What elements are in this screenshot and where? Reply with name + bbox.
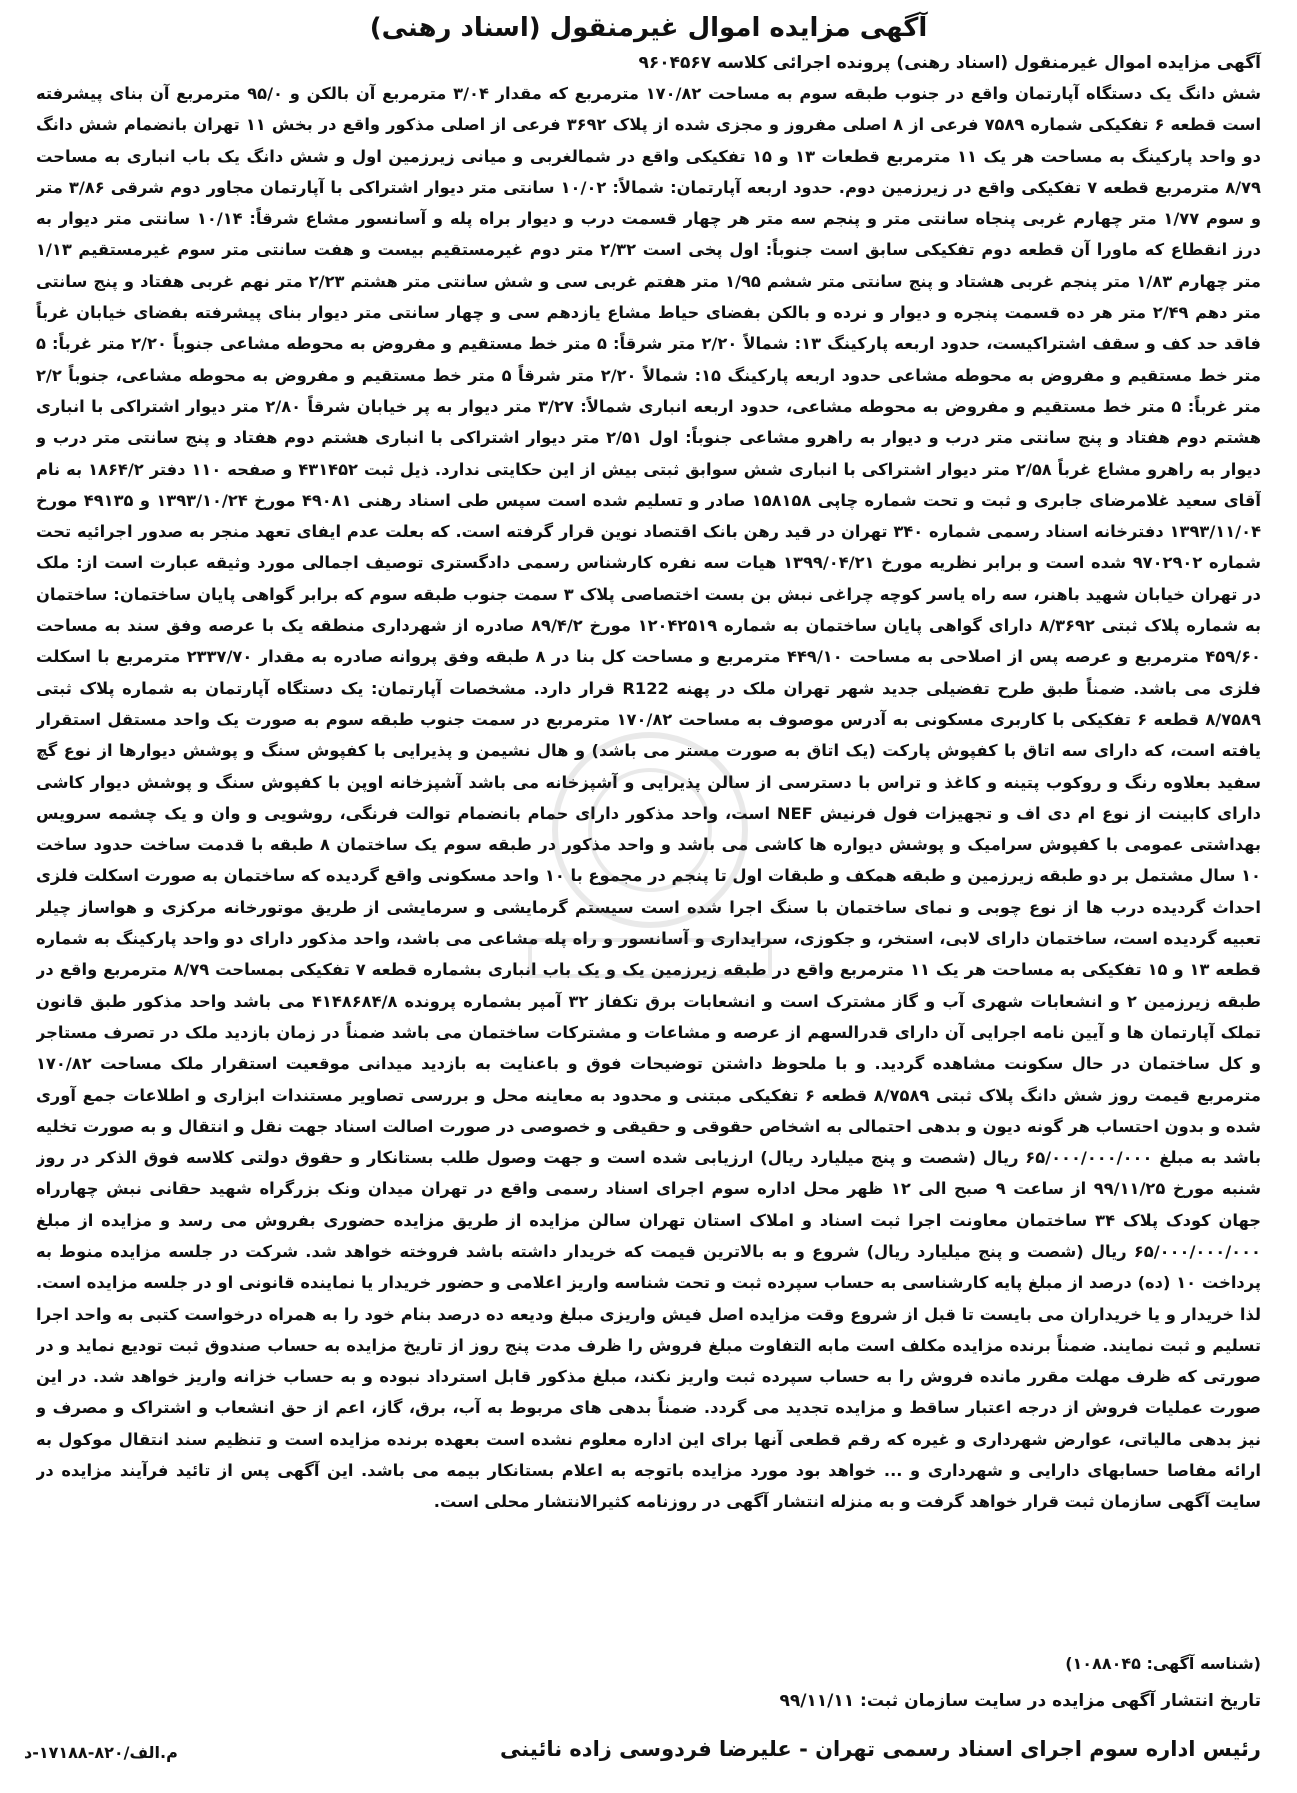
notice-title: آگهی مزایده اموال غیرمنقول (اسناد رهنی) (369, 13, 928, 43)
notice-body: شش دانگ یک دستگاه آپارتمان واقع در جنوب طبقه سوم به مساحت ۱۷۰/۸۲ مترمربع که مقدار ۳/۰۴ مترمربع آن بالکن و ۹۵/۰ مترمربع آن بنای پیشرفته است قطعه ۶ تفکیکی شماره ۷۵۸۹ فرعی از ۸ اصلی مفروز و مجزی شده از پلاک ۳۶۹۲ فرعی از اصلی مذکور واقع در بخش ۱۱ تهران بانضمام شش دانگ دو واحد پارکینگ به مساحت هر یک ۱۱ مترمربع قطعات ۱۳ و ۱۵ تفکیکی واقع در شمالغربی و میانی زیرزمین اول و شش دانگ یک باب انباری به مساحت ۸/۷۹ مترمربع قطعه ۷ تفکیکی واقع در زیرزمین دوم. حدود اربعه آپارتمان: شمالاً: ۱۰/۰۲ سانتی متر دیوار اشتراکی با آپارتمان مجاور دوم شرقی ۳/۸۶ متر و سوم ۱/۷۷ متر چهارم غربی پنجاه سانتی متر و پنجم سه متر هر چهار قسمت درب و دیوار براه پله و آسانسور مشاع شرقاً: ۱۰/۱۴ سانتی متر دیوار به درز انقطاع که ماورا آن قطعه دوم تفکیکی سابق است جنوباً: اول پخی است ۲/۳۲ متر دوم غیرمستقیم بیست و هفت سانتی متر سوم غیرمستقیم ۱/۱۳ متر چهارم ۱/۸۳ متر پنجم غربی هشتاد و پنج سانتی متر ششم ۱/۹۵ متر هفتم غربی سی و شش سانتی متر هشتم ۲/۲۳ متر نهم غربی هفتاد و پنج سانتی متر دهم ۲/۴۹ متر هر ده قسمت پنجره و دیوار و نرده و بالکن بفضای حیاط مشاع یازدهم سی و چهار سانتی متر دیوار بنای پیشرفته بفضای خیابان غرباً فاقد حد کف و سقف اشتراکیست، حدود اربعه پارکینگ ۱۳: شمالاً ۲/۲۰ متر شرقاً: ۵ متر خط مستقیم و مفروض به محوطه مشاعی جنوباً ۲/۲۰ متر غرباً: ۵ متر خط مستقیم و مفروض به محوطه مشاعی حدود اربعه پارکینگ ۱۵: شمالاً ۲/۲۰ متر شرقاً ۵ متر خط مستقیم و مفروض به محوطه مشاعی، جنوباً ۲/۲ متر غرباً: ۵ متر خط مستقیم و مفروض به محوطه مشاعی، حدود اربعه انباری شمالاً: ۳/۲۷ متر دیوار به پر خیابان شرقاً ۲/۸۰ متر دیوار اشتراکی با انباری هشتم دوم هفتاد و پنج سانتی متر درب و دیوار به راهرو مشاعی جنوباً: اول ۲/۵۱ متر دیوار اشتراکی با انباری هشتم دوم هفتاد و پنج سانتی متر درب و دیوار به راهرو مشاع غرباً ۲/۵۸ متر دیوار اشتراکی با انباری شش سوابق ثبتی بیش از این حکایتی ندارد. ذیل ثبت ۴۳۱۴۵۲ و صفحه ۱۱۰ دفتر ۱۸۶۴/۲ به نام آقای سعید غلامرضای جابری و ثبت و تحت شماره چاپی ۱۵۸۱۵۸ صادر و تسلیم شده است سپس طی اسناد رهنی ۴۹۰۸۱ مورخ ۱۳۹۳/۱۰/۲۴ و ۴۹۱۳۵ مورخ ۱۳۹۳/۱۱/۰۴ دفترخانه اسناد رسمی شماره ۳۴۰ تهران در قید رهن بانک اقتصاد نوین قرار گرفته است. که بعلت عدم ایفای تعهد منجر به صدور اجرائیه تحت شماره ۹۷۰۲۹۰۲ شده است و برابر نظریه مورخ ۱۳۹۹/۰۴/۲۱ هیات سه نفره کارشناس رسمی دادگستری توصیف اجمالی مورد وثیقه عبارت است از: ملک در تهران خیابان شهید باهنر، سه راه یاسر کوچه چراغی نبش بن بست اختصاصی پلاک ۳ سمت جنوب طبقه سوم که برابر گواهی پایان ساختمان: ساختمان به شماره پلاک ثبتی ۸/۳۶۹۲ دارای گواهی پایان ساختمان به شماره ۱۲۰۴۲۵۱۹ مورخ ۸۹/۴/۲ صادره از شهرداری منطقه یک با عرصه وفق سند به مساحت ۴۵۹/۶۰ مترمربع و عرصه پس از اصلاحی به مساحت ۴۴۹/۱۰ مترمربع و مساحت کل بنا در ۸ طبقه وفق پروانه صادره به مقدار ۲۳۳۷/۷۰ مترمربع با اسکلت فلزی می باشد. ضمناً طبق طرح تفضیلی جدید شهر تهران ملک در پهنه R122 قرار دارد. مشخصات آپارتمان: یک دستگاه آپارتمان به شماره پلاک ثبتی ۸/۷۵۸۹ قطعه ۶ تفکیکی با کاربری مسکونی به آدرس موصوف به مساحت ۱۷۰/۸۲ مترمربع در سمت جنوب طبقه سوم به صورت یک واحد مستقل استقرار یافته است، که دارای سه اتاق با کفپوش پارکت (یک اتاق به صورت مستر می باشد) و هال نشیمن و پذیرایی با کفپوش سنگ و پوشش دیوارها از نوع گچ سفید بعلاوه رنگ و روکوب پتینه و کاغذ و تراس با دسترسی از سالن پذیرایی و آشپزخانه می باشد آشپزخانه اوپن با کفپوش سنگ و پوشش دیوار کاشی دارای کابینت از نوع ام دی اف و تجهیزات فول فرنیش NEF است، واحد مذکور دارای حمام بانضمام توالت فرنگی، روشویی و وان و یک چشمه سرویس بهداشتی عمومی با کفپوش سرامیک و پوشش دیواره ها کاشی می باشد و واحد مذکور در طبقه سوم یک ساختمان ۸ طبقه با قدمت ساخت حدود ساخت ۱۰ سال مشتمل بر دو طبقه زیرزمین و طبقه همکف و طبقات اول تا پنجم در مجموع با ۱۰ واحد مسکونی واقع گردیده که ساختمان به صورت اسکلت فلزی احداث گردیده درب ها از نوع چوبی و نمای ساختمان با سنگ اجرا شده است سیستم گرمایشی و سرمایشی از طریق موتورخانه مرکزی و هواساز چیلر تعبیه گردیده است، ساختمان دارای لابی، استخر، و جکوزی، سرایداری و آسانسور و راه پله مشاعی می باشد، واحد مذکور دارای دو واحد پارکینگ به شماره قطعه ۱۳ و ۱۵ تفکیکی به مساحت هر یک ۱۱ مترمربع واقع در طبقه زیرزمین یک و یک باب انباری بشماره قطعه ۷ تفکیکی بمساحت ۸/۷۹ مترمربع واقع در طبقه زیرزمین ۲ و انشعابات شهری آب و گاز مشترک است و انشعابات برق تکفاز ۳۲ آمپر بشماره پرونده ۴۱۴۸۶۸۴/۸ می باشد واحد مذکور طبق قانون تملک آپارتمان ها و آیین نامه اجرایی آن دارای قدرالسهم از عرصه و مشاعات و مشترکات ساختمان می باشد ضمناً در زمان بازدید ملک در تصرف مستاجر و کل ساختمان در حال سکونت مشاهده گردید. و با ملحوظ داشتن توضیحات فوق و باعنایت به بازدید میدانی موقعیت استقرار ملک مساحت ۱۷۰/۸۲ مترمربع قیمت روز شش دانگ پلاک ثبتی ۸/۷۵۸۹ قطعه ۶ تفکیکی مبتنی و محدود به معاینه محل و بررسی تصاویر مستندات ابزاری و اطلاعات جمع آوری شده و بدون احتساب هر گونه دیون و بدهی احتمالی به اشخاص حقوقی و حقیقی و خصوصی در صورت اصالت اسناد جهت نقل و انتقال و به صورت تخلیه باشد به مبلغ ۶۵/۰۰۰/۰۰۰/۰۰۰ ریال (شصت و پنج میلیارد ریال) ارزیابی شده است و جهت وصول طلب بستانکار و حقوق دولتی کلاسه فوق الذکر در روز شنبه مورخ ۹۹/۱۱/۲۵ از ساعت ۹ صبح الی ۱۲ ظهر محل اداره سوم اجرای اسناد رسمی واقع در تهران میدان ونک بزرگراه شهید حقانی نبش چهارراه جهان کودک پلاک ۳۴ ساختمان معاونت اجرا ثبت اسناد و املاک استان تهران سالن مزایده از طریق مزایده حضوری بفروش می رسد و مزایده از مبلغ ۶۵/۰۰۰/۰۰۰/۰۰۰ ریال (شصت و پنج میلیارد ریال) شروع و به بالاترین قیمت که خریدار داشته باشد فروخته خواهد شد. شرکت در جلسه مزایده منوط به پرداخت ۱۰ (ده) درصد از مبلغ پایه کارشناسی به حساب سپرده ثبت و تحت شناسه واریز اعلامی و حضور خریدار یا نماینده قانونی او در جلسه مزایده است. لذا خریدار و یا خریداران می بایست تا قبل از شروع وقت مزایده اصل فیش واریزی مبلغ ودیعه ده درصد بنام خود را به همراه درخواست کتبی به واحد اجرا تسلیم و ثبت نمایند. ضمناً برنده مزایده مکلف است مابه التفاوت مبلغ فروش را ظرف مدت پنج روز از تاریخ مزایده به حساب صندوق ثبت تودیع نماید و در صورتی که ظرف مهلت مقرر مانده فروش را به حساب سپرده ثبت واریز نکند، مبلغ مذکور قابل استرداد نبوده و به حساب خزانه واریز خواهد شد. در این صورت عملیات فروش از درجه اعتبار ساقط و مزایده تجدید می گردد. ضمناً بدهی های مربوط به آب، برق، گاز، اعم از حق انشعاب و اشتراک و مصرف و نیز بدهی مالیاتی، عوارض شهرداری و غیره که رقم قطعی آنها برای این اداره معلوم نشده است بعهده برنده مزایده است و تنظیم سند انتقال موکول به ارائه مفاصا حسابهای دارایی و شهرداری و ... خواهد بود مورد مزایده باتوجه به اعلام بستانکار بیمه می باشد. این آگهی پس از تائید فرآیند مزایده در سایت آگهی سازمان ثبت قرار خواهد گرفت و به منزله انتشار آگهی در روزنامه کثیرالانتشار محلی است. (36, 84, 1261, 1512)
notice-id: (شناسه آگهی: ۱۰۸۸۰۴۵) (1065, 1654, 1261, 1673)
case-subject-line: آگهی مزایده اموال غیرمنقول (اسناد رهنی) پرونده اجرائی کلاسه ۹۶۰۴۵۶۷ (638, 53, 1261, 73)
signature-line: رئیس اداره سوم اجرای اسناد رسمی تهران - علیرضا فردوسی زاده نائینی (500, 1737, 1261, 1761)
publication-date: تاریخ انتشار آگهی مزایده در سایت سازمان ثبت: ۹۹/۱۱/۱۱ (779, 1691, 1261, 1711)
reference-code: م.الف/۸۲۰-۱۷۱۸۸-د (24, 1743, 178, 1762)
